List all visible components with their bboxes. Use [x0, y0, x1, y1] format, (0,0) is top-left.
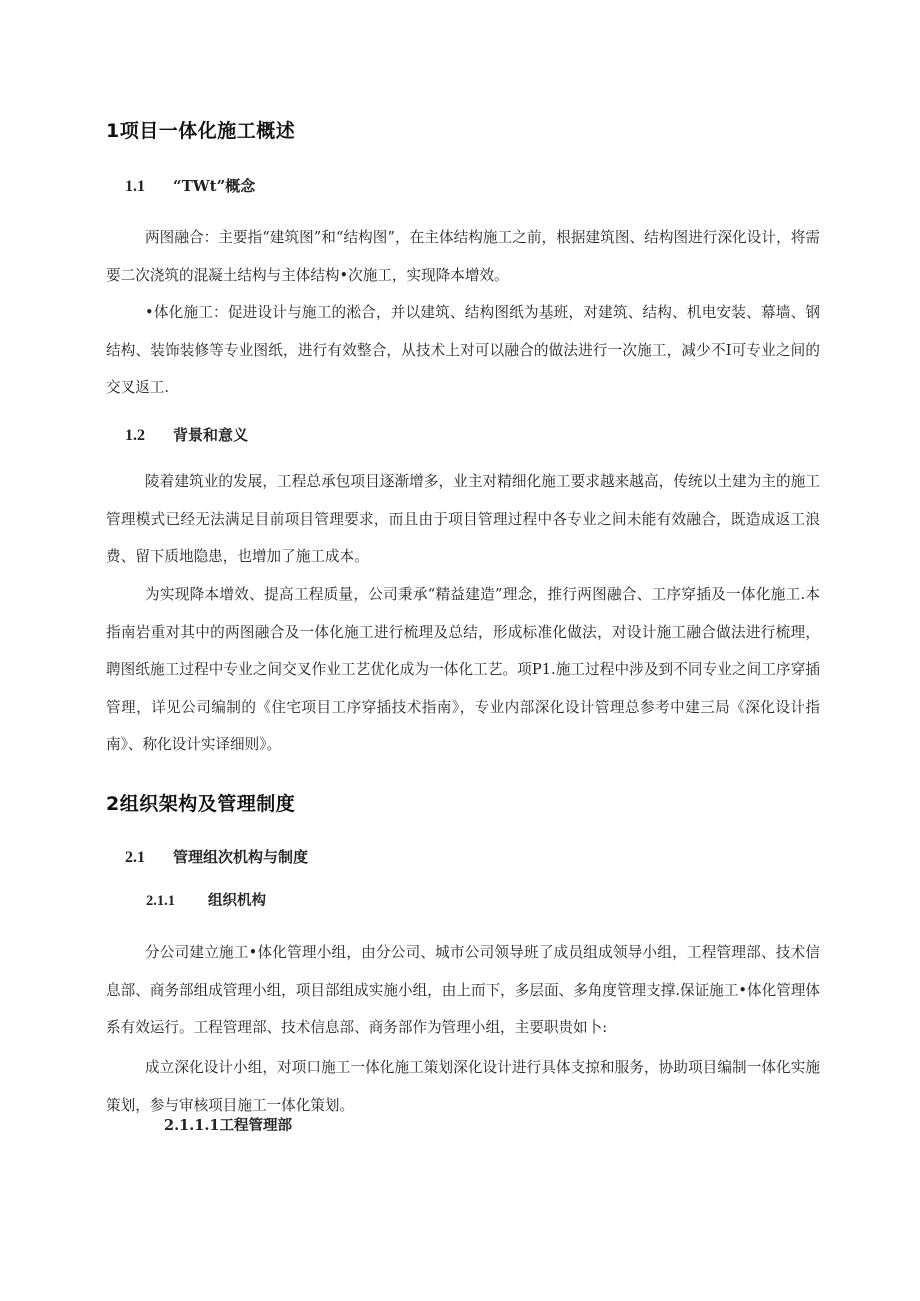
paragraph-1-1-b: •体化施工：促进设计与施工的淞合，并以建筑、结构图纸为基班，对建筑、结构、机电安装、幕墙、钢结构、装饰装修等专业图纸，进行有效整合，从技术上对可以融合的做法进行一次施工，减少不I可专业之间的交叉返工. [106, 304, 820, 396]
section-1-1-title: “TWt”概念 [173, 177, 256, 195]
section-2-1-1-1-heading: 2.1.1.1工程管理部 [164, 1117, 293, 1134]
section-1-1-heading [125, 175, 255, 196]
section-2-heading: 2组织架构及管理制度 [106, 793, 296, 815]
section-2-1-1-heading [146, 889, 266, 910]
section-1-2-heading [125, 424, 248, 445]
section-1-heading: 1项目一体化施工概述 [106, 120, 296, 142]
paragraph-2-1-1-b: 成立深化设计小组，对项口施工一体化施工策划深化设计进行具体支掠和服务，协助项目编制一体化实施策划，参与审核项目施工一体化策划。 [106, 1059, 820, 1114]
section-2-1-number: 2.1 [125, 849, 145, 866]
section-2-1-title: 管理组次机构与制度 [173, 848, 309, 866]
paragraph-1-2-b: 为实现降本增效、提高工程质量，公司秉承“精益建造”理念，推行两图融合、工序穿插及一体化施工.本指南岩重对其中的两图融合及一体化施工进行梳理及总结，形成标准化做法，对设计施工融合做法进行梳理，聘图纸施工过程中专业之间交叉作业工艺优化成为一体化工艺。项P1.施工过程中涉及到不同专业之间工序穿插管理，详见公司编制的《住宅项目工序穿插技术指南》，专业内部深化设计管理总参考中建三局《深化设计指南》、称化设计实译细则》。 [106, 586, 820, 753]
section-2-1-heading [125, 846, 308, 867]
section-1-2-number: 1.2 [125, 427, 145, 444]
section-1-1-number: 1.1 [125, 178, 145, 195]
section-1-2-title: 背景和意义 [173, 426, 249, 444]
section-2-1-1-title: 组织机构 [208, 892, 266, 909]
section-2-1-1-number: 2.1.1 [146, 893, 175, 909]
paragraph-1-2-a: 陵着建筑业的发展，工程总承包项目逐渐增多，业主对精细化施工要求越来越高，传统以土建为主的施工管理模式已经无法满足目前项目管理要求，而且由于项目管理过程中各专业之间未能有效融合，既造成返工浪费、留下质地隐患，也增加了施工成本。 [106, 473, 820, 565]
paragraph-2-1-1-a: 分公司建立施工•体化管理小组，由分公司、城市公司领导班了成员组成领导小组，工程管理部、技术信息部、商务部组成管理小组，项目部组成实施小组，由上而下，多层面、多角度管理支撑.保证施工•体化管理体系有效运行。工程管理部、技术信息部、商务部作为管理小组，主要职贵如卜: [106, 944, 820, 1036]
paragraph-1-1-a: 两图融合：主要指“建筑图”和“结构图”，在主体结构施工之前，根据建筑图、结构图进行深化设计，将需要二次浇筑的混凝土结构与主体结构•次施工，实现降本增效。 [106, 229, 820, 284]
